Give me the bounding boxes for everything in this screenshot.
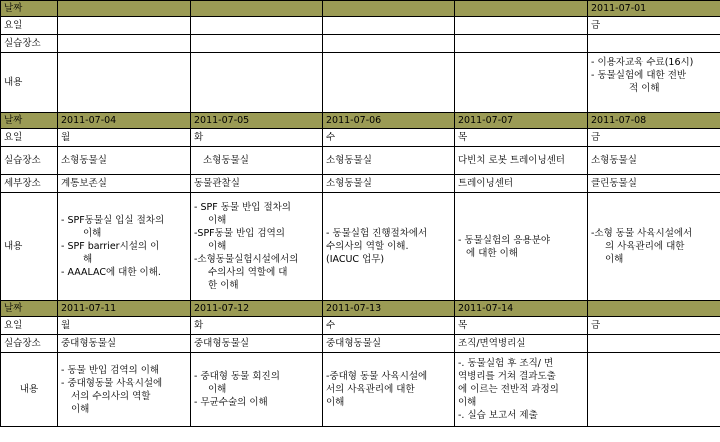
week3-site-thu: 조직/면역병리실 xyxy=(455,335,588,353)
week3-date-row: 날짜 2011-07-11 2011-07-12 2011-07-13 2011-07-14 xyxy=(1,301,720,317)
week2-site-wed: 소형동물실 xyxy=(323,147,455,175)
week3-date-fri xyxy=(588,301,720,317)
week2-subsite-tue: 동물관찰실 xyxy=(191,175,323,193)
week3-content-row: 내용 - 동물 반입 검역의 이해 - 중대형동물 사육시설에 서의 수의사의 역할 이해 - 중대형 동물 회진의 이해 - 무균수술의 이해 -중대형 동물 사육시설에 서의 사육관리에 대한 이해 -. 동물실험 후 조직/ 면 역병리를 거쳐 결과도출 에 이르는 전반적 과정의 이해 -. 실습 보고서 제출 xyxy=(1,353,720,427)
week3-site-mon: 중대형동물실 xyxy=(58,335,191,353)
week2-subsite-row xyxy=(1,175,720,193)
week3-day-mon: 월 xyxy=(58,317,191,335)
week2-content-mon: - SPF동물실 입실 절차의 이해 - SPF barrier시설의 이 해 - AAALAC에 대한 이해. xyxy=(58,193,191,301)
week3-site-wed: 중대형동물실 xyxy=(323,335,455,353)
week2-site-fri: 소형동물실 xyxy=(588,147,720,175)
week1-date-tue xyxy=(191,1,323,17)
week2-day-fri: 금 xyxy=(588,129,720,147)
week1-content-row xyxy=(1,53,720,113)
week3-content-mon: - 동물 반입 검역의 이해 - 중대형동물 사육시설에 서의 수의사의 역할 이해 xyxy=(58,353,191,427)
week2-content-thu: - 동물실험의 응용분야 에 대한 이해 xyxy=(455,193,588,301)
week3-site-fri xyxy=(588,335,720,353)
week2-day-mon: 월 xyxy=(58,129,191,147)
week3-date-thu: 2011-07-14 xyxy=(455,301,588,317)
week1-site-row xyxy=(1,35,720,53)
date-label: 날짜 xyxy=(1,1,58,17)
subsite-label: 세부장소 xyxy=(1,175,58,193)
week2-date-thu: 2011-07-07 xyxy=(455,113,588,129)
week2-subsite-wed: 소형동물실 xyxy=(323,175,455,193)
week2-site-row: 실습장소 소형동물실 소형동물실 소형동물실 다빈치 로봇 트레이닝센터 소형동물실 xyxy=(1,147,720,175)
week3-site-tue: 중대형동물실 xyxy=(191,335,323,353)
week3-site-row: 실습장소 중대형동물실 중대형동물실 중대형동물실 조직/면역병리실 xyxy=(1,335,720,353)
week2-content-tue: - SPF 동물 반입 절차의 이해 -SPF동물 반입 검역의 이해 -소형동물실험시설에서의 수의사의 역할에 대 한 이해 xyxy=(191,193,323,301)
week2-content-row: 내용 - SPF동물실 입실 절차의 이해 - SPF barrier시설의 이 해 - AAALAC에 대한 이해. - SPF 동물 반입 절차의 이해 -SPF동물 반입 검역의 이해 -소형동물실험시설에서의 수의사의 역할에 대 한 이해 - 동물실험 진행절차에서 수의사의 역할 이해. (IACUC 업무) - 동물실험의 응용분야 에 대한 이해 -소형 동물 사육시설에서 의 사육관리에 대한 이해 xyxy=(1,193,720,301)
week3-date-tue: 2011-07-12 xyxy=(191,301,323,317)
site-label: 실습장소 xyxy=(1,35,58,53)
week1-content-fri: - 이용자교육 수료(16시) - 동물실험에 대한 전반 적 이해 xyxy=(588,53,720,113)
week3-content-wed: -중대형 동물 사육시설에 서의 사육관리에 대한 이해 xyxy=(323,353,455,427)
week3-day-fri: 금 xyxy=(588,317,720,335)
week2-site-thu: 다빈치 로봇 트레이닝센터 xyxy=(455,147,588,175)
week1-date-thu xyxy=(455,1,588,17)
week2-subsite-mon: 계통보존실 xyxy=(58,175,191,193)
week2-site-mon: 소형동물실 xyxy=(58,147,191,175)
week3-date-wed: 2011-07-13 xyxy=(323,301,455,317)
week1-day-fri: 금 xyxy=(588,17,720,35)
week1-date-fri: 2011-07-01 xyxy=(588,1,720,17)
week3-content-thu: -. 동물실험 후 조직/ 면 역병리를 거쳐 결과도출 에 이르는 전반적 과정의 이해 -. 실습 보고서 제출 xyxy=(455,353,588,427)
week3-content-tue: - 중대형 동물 회진의 이해 - 무균수술의 이해 xyxy=(191,353,323,427)
week3-date-mon: 2011-07-11 xyxy=(58,301,191,317)
week1-date-wed xyxy=(323,1,455,17)
day-label: 요일 xyxy=(1,17,58,35)
week1-day-row xyxy=(1,17,720,35)
week2-date-row: 날짜 2011-07-04 2011-07-05 2011-07-06 2011-07-07 2011-07-08 xyxy=(1,113,720,129)
week2-content-wed: - 동물실험 진행절차에서 수의사의 역할 이해. (IACUC 업무) xyxy=(323,193,455,301)
week2-subsite-fri: 클린동물실 xyxy=(588,175,720,193)
week2-content-fri: -소형 동물 사육시설에서 의 사육관리에 대한 이해 xyxy=(588,193,720,301)
week1-date-mon xyxy=(58,1,191,17)
week2-site-tue: 소형동물실 xyxy=(191,147,323,175)
week2-date-wed: 2011-07-06 xyxy=(323,113,455,129)
week3-day-thu: 목 xyxy=(455,317,588,335)
week3-day-wed: 수 xyxy=(323,317,455,335)
week2-day-wed: 수 xyxy=(323,129,455,147)
week2-subsite-thu: 트레이닝센터 xyxy=(455,175,588,193)
week2-date-mon: 2011-07-04 xyxy=(58,113,191,129)
week2-day-thu: 목 xyxy=(455,129,588,147)
week2-day-tue: 화 xyxy=(191,129,323,147)
week3-day-tue: 화 xyxy=(191,317,323,335)
week2-date-tue: 2011-07-05 xyxy=(191,113,323,129)
week3-day-row: 요일 월 화 수 목 금 xyxy=(1,317,720,335)
week1-date-row xyxy=(1,1,720,17)
week2-day-row: 요일 월 화 수 목 금 xyxy=(1,129,720,147)
content-label: 내용 xyxy=(1,53,58,113)
week3-content-fri xyxy=(588,353,720,427)
week2-date-fri: 2011-07-08 xyxy=(588,113,720,129)
